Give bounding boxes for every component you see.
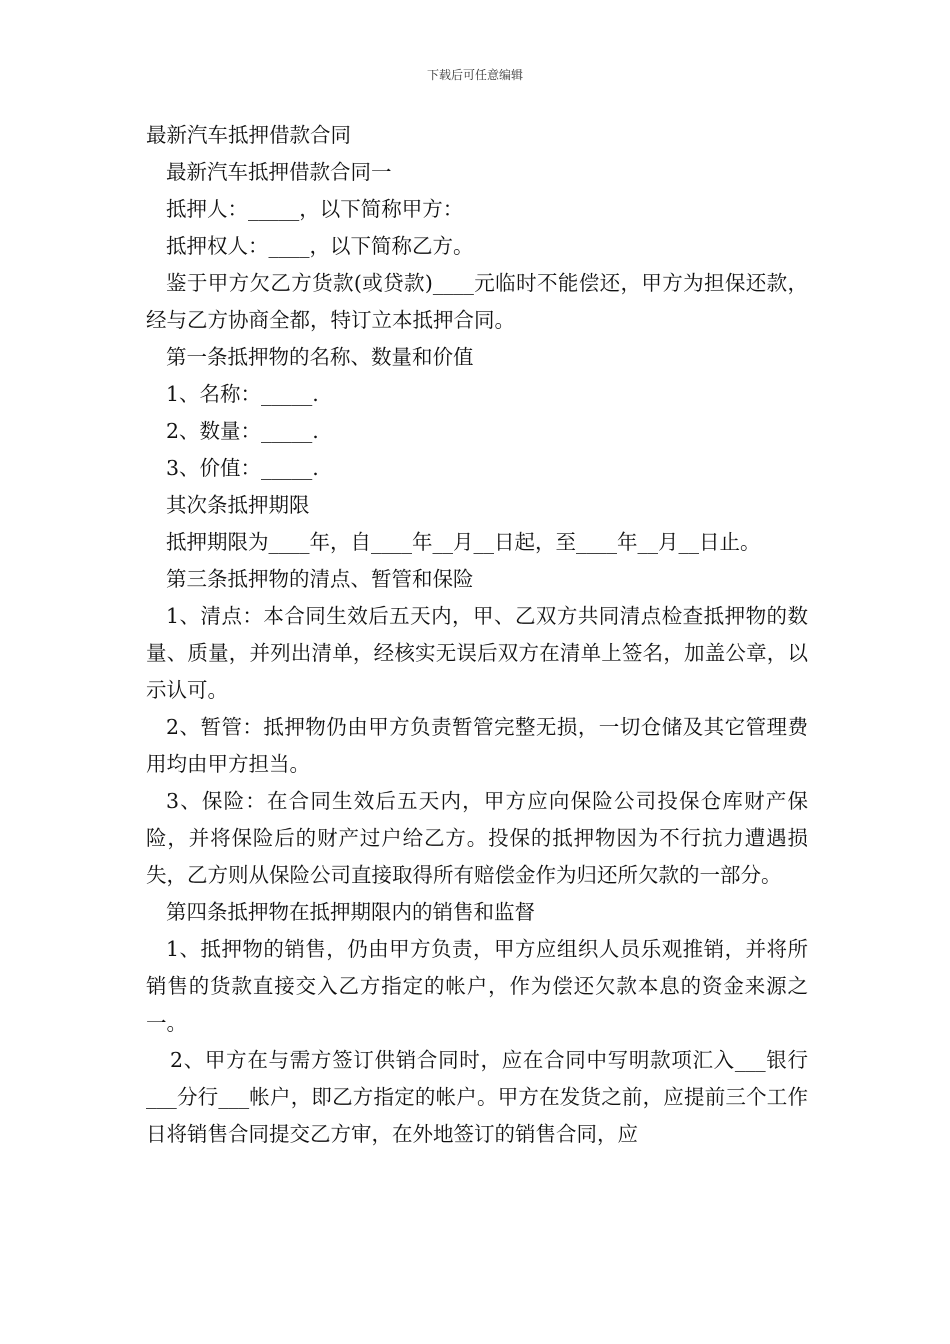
mortgagee-line: 抵押权人：____，以下简称乙方。 xyxy=(166,234,474,258)
article-3-clause-inventory: 1、清点：本合同生效后五天内，甲、乙双方共同清点检查抵押物的数量、质量，并列出清单，经核实无误后双方在清单上签名，加盖公章，以示认可。 xyxy=(146,604,808,702)
article-3-heading: 第三条抵押物的清点、暂管和保险 xyxy=(166,567,474,591)
article-4-heading: 第四条抵押物在抵押期限内的销售和监督 xyxy=(166,900,535,924)
contract-heading: 最新汽车抵押借款合同一 xyxy=(166,160,392,184)
article-2-term: 抵押期限为____年，自____年__月__日起，至____年__月__日止。 xyxy=(166,530,761,554)
document-body xyxy=(146,117,808,1153)
article-1-item-value: 3、价值：_____. xyxy=(166,456,319,480)
preamble-paragraph: 鉴于甲方欠乙方货款(或贷款)____元临时不能偿还，甲方为担保还款，经与乙方协商全都，特订立本抵押合同。 xyxy=(146,271,808,332)
article-4-clause-contract: 2、甲方在与需方签订供销合同时，应在合同中写明款项汇入___银行___分行___帐户，即乙方指定的帐户。甲方在发货之前，应提前三个工作日将销售合同提交乙方审，在外地签订的销售合同，应 xyxy=(146,1048,808,1146)
document-title: 最新汽车抵押借款合同 xyxy=(146,123,351,147)
article-2-heading: 其次条抵押期限 xyxy=(166,493,310,517)
page-header-note: 下载后可任意编辑 xyxy=(426,68,523,82)
mortgagor-line: 抵押人：_____，以下简称甲方： xyxy=(166,197,464,221)
article-3-clause-insurance: 3、保险：在合同生效后五天内，甲方应向保险公司投保仓库财产保险，并将保险后的财产过户给乙方。投保的抵押物因为不行抗力遭遇损失，乙方则从保险公司直接取得所有赔偿金作为归还所欠款的一部分。 xyxy=(146,789,808,887)
article-1-heading: 第一条抵押物的名称、数量和价值 xyxy=(166,345,474,369)
article-1-item-name: 1、名称：_____. xyxy=(166,382,319,406)
article-3-clause-custody: 2、暂管：抵押物仍由甲方负责暂管完整无损，一切仓储及其它管理费用均由甲方担当。 xyxy=(146,715,808,776)
article-4-clause-sales: 1、抵押物的销售，仍由甲方负责，甲方应组织人员乐观推销，并将所销售的货款直接交入乙方指定的帐户，作为偿还欠款本息的资金来源之一。 xyxy=(146,937,808,1035)
article-1-item-quantity: 2、数量：_____. xyxy=(166,419,319,443)
